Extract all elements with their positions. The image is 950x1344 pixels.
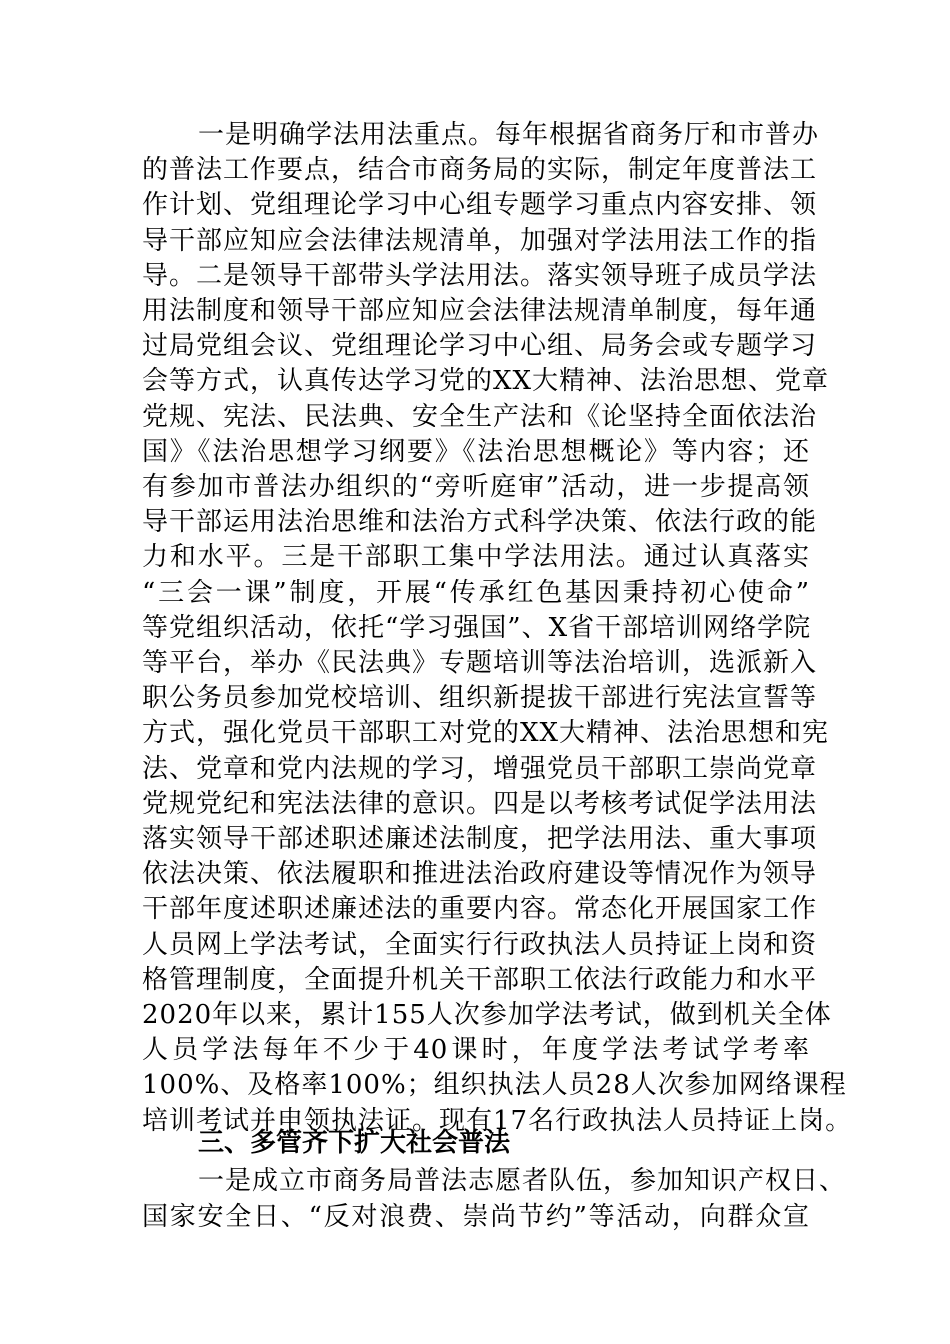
text-line: 有参加市普法办组织的“旁听庭审”活动，进一步提高领 [142,472,810,502]
text-line: 一是成立市商务局普法志愿者队伍，参加知识产权日、 [198,1166,847,1196]
text-line: 人员网上学法考试，全面实行行政执法人员持证上岗和资 [142,929,818,960]
text-line: “三会一课”制度，开展“传承红色基因秉持初心使命” [142,577,810,608]
text-line: 党规、宪法、民法典、安全生产法和《论坚持全面依法治 [142,401,818,432]
text-line: 国》《法治思想学习纲要》《法治思想概论》等内容；还 [142,436,810,467]
text-line: 落实领导干部述职述廉述法制度，把学法用法、重大事项 [142,824,818,854]
text-line: 2020年以来，累计155人次参加学法考试，做到机关全体 [142,1000,832,1030]
text-line: 会等方式，认真传达学习党的XX大精神、法治思想、党章 [142,366,830,397]
section-heading: 三、多管齐下扩大社会普法 [198,1128,511,1158]
text-line: 职公务员参加党校培训、组织新提拔干部进行宪法宣誓等 [142,683,818,714]
text-line: 培训考试并申领执法证。现有17名行政执法人员持证上岗。 [142,1105,853,1136]
text-line: 国家安全日、“反对浪费、崇尚节约”等活动，向群众宣 [142,1202,810,1232]
text-line: 法、党章和党内法规的学习，增强党员干部职工崇尚党章 [142,753,818,784]
text-line: 干部年度述职述廉述法的重要内容。常态化开展国家工作 [142,894,818,925]
text-line: 的普法工作要点，结合市商务局的实际，制定年度普法工 [142,155,818,186]
text-line: 等平台，举办《民法典》专题培训等法治培训，选派新入 [142,648,818,678]
text-line: 用法制度和领导干部应知应会法律法规清单制度，每年通 [142,296,818,326]
text-line: 方式，强化党员干部职工对党的XX大精神、法治思想和宪 [142,718,830,749]
text-line: 导干部应知应会法律法规清单，加强对学法用法工作的指 [142,225,818,256]
text-line: 作计划、党组理论学习中心组专题学习重点内容安排、领 [142,190,818,221]
text-line: 等党组织活动，依托“学习强国”、X省干部培训网络学院 [142,612,812,643]
text-line: 人员学法每年不少于40课时，年度学法考试学考率 [142,1035,810,1066]
text-line: 导。二是领导干部带头学法用法。落实领导班子成员学法 [142,260,818,291]
text-line: 格管理制度，全面提升机关干部职工依法行政能力和水平 [142,964,818,995]
text-line: 过局党组会议、党组理论学习中心组、局务会或专题学习 [142,331,818,362]
text-line: 100%、及格率100%；组织执法人员28人次参加网络课程 [142,1070,847,1101]
text-line: 依法决策、依法履职和推进法治政府建设等情况作为领导 [142,859,818,890]
text-line: 党规党纪和宪法法律的意识。四是以考核考试促学法用法 [142,788,818,819]
text-line: 一是明确学法用法重点。每年根据省商务厅和市普办 [198,120,820,150]
text-line: 导干部运用法治思维和法治方式科学决策、依法行政的能 [142,507,818,538]
text-line: 力和水平。三是干部职工集中学法用法。通过认真落实 [142,542,810,573]
